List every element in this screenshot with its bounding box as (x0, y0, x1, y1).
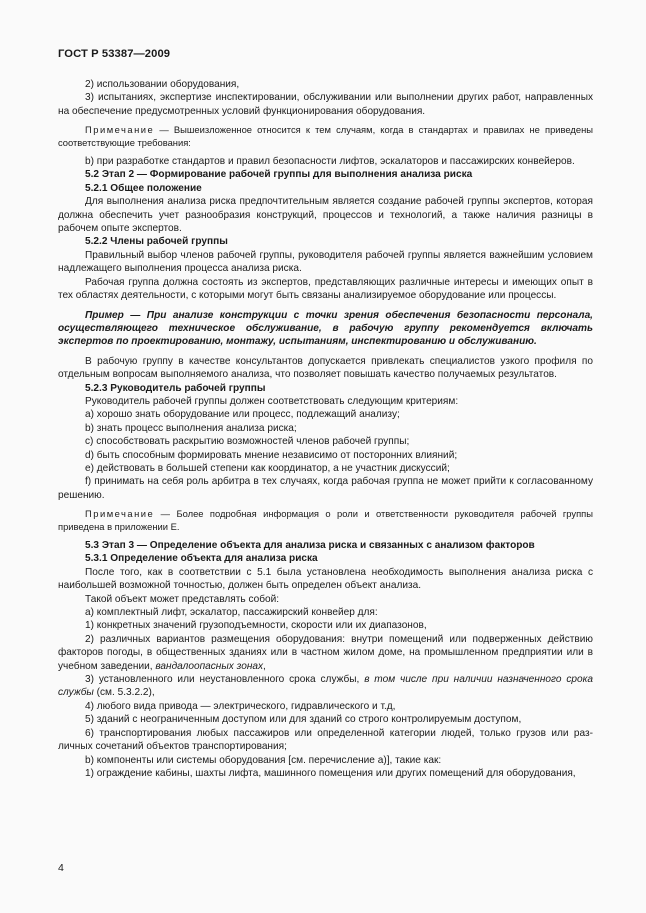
list-item: 1) ограждение кабины, шахты лифта, машинного помещения или других помещений для оборудования, (85, 767, 576, 779)
section-heading-5-2-3: 5.2.3 Руководитель рабочей группы (85, 382, 266, 394)
note (58, 508, 593, 533)
paragraph: В рабочую группу в качестве консультантов допускается привлекать специалистов узкого профиля по отдельным вопросам выполняемого анализа, что позволяет повышать качество получаемых результатов. (58, 355, 593, 381)
note (58, 124, 593, 149)
list-item: a) хорошо знать оборудование или процесс, подлежащий анализу; (85, 409, 400, 421)
note-text: — Вышеизложенное относится к тем случаям, когда в стандартах и правилах не приведены соответствующие требования: (58, 124, 593, 148)
paragraph: Рабочая группа должна состоять из экспертов, представляющих различные интересы и имеющих опыт в тех областях деятельности, с которыми могут быть связаны анализируемое оборудование или процессы. (58, 276, 593, 302)
section-heading-5-2-2: 5.2.2 Члены рабочей группы (85, 236, 228, 248)
list-item: c) способствовать раскрытию возможностей членов рабочей группы; (85, 436, 410, 448)
note-label: Примечание (85, 124, 155, 136)
page-number: 4 (58, 862, 64, 874)
example (58, 309, 593, 349)
list-item-end: , (263, 660, 266, 672)
paragraph: 2) использовании оборудования, (85, 79, 240, 90)
list-item: 5) зданий с неограниченным доступом или для зданий со строго контролируемым доступом, (85, 714, 522, 726)
list-item-italic: вандалоопасных зонах (155, 660, 264, 672)
paragraph: Руководитель рабочей группы должен соответствовать следующим критериям: (85, 395, 459, 407)
section-heading-5-2-1: 5.2.1 Общее положение (85, 182, 202, 194)
section-heading-5-3: 5.3 Этап 3 — Определение объекта для анализа риска и связанных с анализом факторов (85, 540, 535, 551)
list-item: 6) транспортирования любых пассажиров или определенной категории людей, только грузов или различных сочетаний объектов транспортирования; (58, 727, 593, 753)
list-item-end: (см. 5.3.2.2), (93, 687, 155, 699)
section-heading-5-2: 5.2 Этап 2 — Формирование рабочей группы для выполнения анализа риска (85, 169, 473, 181)
paragraph: После того, как в соответствии с 5.1 была установлена необходимость выполнения анализа риска с наибольшей возможной точностью, должен быть определен объект анализа. (58, 566, 593, 592)
list-item: 4) любого вида привода — электрического, гидравлического и т.д, (85, 700, 396, 712)
paragraph: b) при разработке стандартов и правил безопасности лифтов, эскалаторов и пассажирских конвейеров. (85, 156, 575, 168)
paragraph: 3) испытаниях, экспертизе инспектировании, обслуживании или выполнении других работ, направленных на обеспечение предусмотренных условий функционирования оборудования. (58, 92, 593, 117)
list-item: b) компоненты или системы оборудования [см. перечисление a)], такие как: (85, 754, 442, 766)
example-label: Пример (85, 309, 124, 321)
paragraph: Правильный выбор членов рабочей группы, руководителя рабочей группы является важнейшим условием надлежащего выполнения процесса анализа риска. (58, 249, 593, 275)
list-item-italic: в том числе при наличии назначенного срока службы (58, 674, 593, 699)
list-item (58, 673, 593, 700)
list-item-text: 2) различных вариантов размещения оборудования: внутри помещений или подверженных действию факторов погоды, в общественных зданиях или в частном жилом доме, на промышленном предприятии или в учебном заведении, (58, 633, 593, 672)
note-text: — Более подробная информация о роли и ответственности руководителя рабочей группы приведена в приложении Е. (58, 508, 593, 532)
example-text: — При анализе конструкции с точки зрения обеспечения безопасности персонала, осуществляющего техническое обслуживание, в рабочую группу рекомендуется включать экспертов по проектированию, монтажу, испытаниям, инспектированию и обслуживанию. (58, 309, 593, 348)
standard-header: ГОСТ Р 53387—2009 (58, 48, 171, 60)
list-item: b) знать процесс выполнения анализа риска; (85, 422, 297, 434)
section-heading-5-3-1: 5.3.1 Определение объекта для анализа риска (85, 553, 318, 565)
list-item: f) принимать на себя роль арбитра в тех случаях, когда рабочая группа не может прийти к согласованному решению. (58, 476, 593, 501)
list-item: e) действовать в большей степени как координатор, а не участник дискуссий; (85, 462, 450, 474)
list-item: a) комплектный лифт, эскалатор, пассажирский конвейер для: (85, 607, 378, 619)
paragraph: Такой объект может представлять собой: (85, 593, 280, 605)
list-item: 1) конкретных значений грузоподъемности, скорости или их диапазонов, (85, 620, 427, 632)
document-body (58, 78, 593, 780)
list-item (58, 633, 593, 673)
list-item: d) быть способным формировать мнение независимо от посторонних влияний; (85, 449, 458, 461)
list-item-text: 3) установленного или неустановленного срока службы, (85, 674, 360, 686)
note-label: Примечание (85, 508, 155, 520)
paragraph: Для выполнения анализа риска предпочтительным является создание рабочей группы экспертов, которая должна обеспечить учет разнообразия конструкций, процессов и технологий, а также наличия разницы в рабочем опыте экспертов. (58, 196, 593, 235)
